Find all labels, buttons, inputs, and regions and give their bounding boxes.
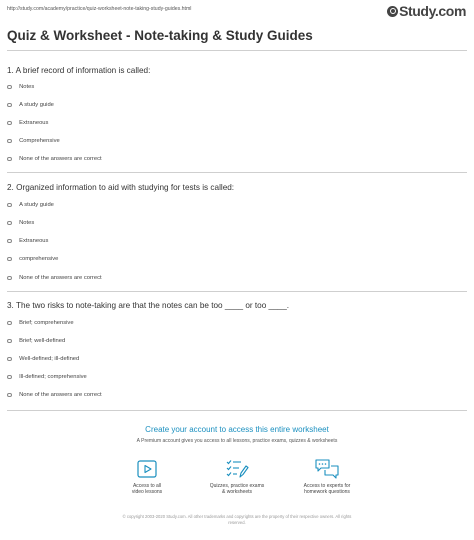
radio-button[interactable] [7,339,12,344]
question-3-option-5[interactable] [7,390,102,400]
quizzes-icon [225,458,249,480]
question-3-option-1[interactable] [7,318,74,328]
radio-button[interactable] [7,321,12,326]
option-label: A study guide [19,202,54,208]
option-label: None of the answers are correct [19,392,102,398]
study-logo-icon [387,6,398,17]
question-1-option-2[interactable] [7,100,54,110]
option-label: Ill-defined; comprehensive [19,374,87,380]
radio-button[interactable] [7,276,12,281]
radio-button[interactable] [7,257,12,262]
radio-button[interactable] [7,157,12,162]
create-account-link[interactable]: Create your account to access this entire worksheet [145,425,329,434]
radio-button[interactable] [7,357,12,362]
radio-button[interactable] [7,239,12,244]
option-label: comprehensive [19,256,59,262]
question-3-option-3[interactable] [7,354,79,364]
option-label: Notes [19,84,35,90]
question-divider [7,172,467,173]
radio-button[interactable] [7,221,12,226]
title-divider [7,50,467,51]
radio-button[interactable] [7,375,12,380]
question-1-option-3[interactable] [7,118,48,128]
premium-description: A Premium account gives you access to all lessons, practice exams, quizzes & worksheets [136,438,338,444]
feature-video-lessons [102,458,192,495]
question-3-option-2[interactable] [7,336,65,346]
feature-experts [282,458,372,495]
page-title: Quiz & Worksheet - Note-taking & Study Guides [7,28,313,43]
option-label: Extraneous [19,238,49,244]
radio-button[interactable] [7,103,12,108]
radio-button[interactable] [7,203,12,208]
option-label: Well-defined; ill-defined [19,356,80,362]
question-3-option-4[interactable] [7,372,87,382]
option-label: Brief; well-defined [19,338,66,344]
question-divider [7,291,467,292]
question-2-text: 2. Organized information to aid with studying for tests is called: [7,183,235,192]
radio-button[interactable] [7,121,12,126]
question-divider [7,410,467,411]
option-label: Extraneous [19,120,49,126]
feature-label: Access to experts for homework questions [303,483,351,496]
option-label: None of the answers are correct [19,156,102,162]
question-1-option-1[interactable] [7,82,34,92]
radio-button[interactable] [7,85,12,90]
radio-button[interactable] [7,139,12,144]
question-1-option-5[interactable] [7,154,102,164]
study-logo [387,3,466,19]
option-label: Notes [19,220,35,226]
page-url: http://study.com/academy/practice/quiz-worksheet-note-taking-study-guides.html [7,6,192,12]
feature-quizzes [192,458,282,495]
page-header [0,0,474,20]
question-2-option-5[interactable] [7,273,102,283]
feature-label: Access to all video lessons [131,483,163,496]
video-lessons-icon [136,458,158,480]
option-label: Comprehensive [19,138,60,144]
question-2-option-4[interactable] [7,254,58,264]
question-3-text: 3. The two risks to note-taking are that the notes can be too ____ or too ____. [7,301,290,310]
question-1-option-4[interactable] [7,136,60,146]
brand-name: Study.com [399,3,466,19]
question-2-option-1[interactable] [7,200,54,210]
question-2-option-2[interactable] [7,218,34,228]
experts-chat-icon [314,458,340,480]
question-1-text: 1. A brief record of information is called: [7,66,151,75]
feature-label: Quizzes, practice exams & worksheets [209,483,265,496]
option-label: Brief; comprehensive [19,320,74,326]
option-label: A study guide [19,102,54,108]
question-2-option-3[interactable] [7,236,48,246]
radio-button[interactable] [7,393,12,398]
copyright-footer: © copyright 2003-2020 Study.com. All other trademarks and copyrights are the property of their respective owners. All rights reserved. [122,514,352,525]
option-label: None of the answers are correct [19,275,102,281]
